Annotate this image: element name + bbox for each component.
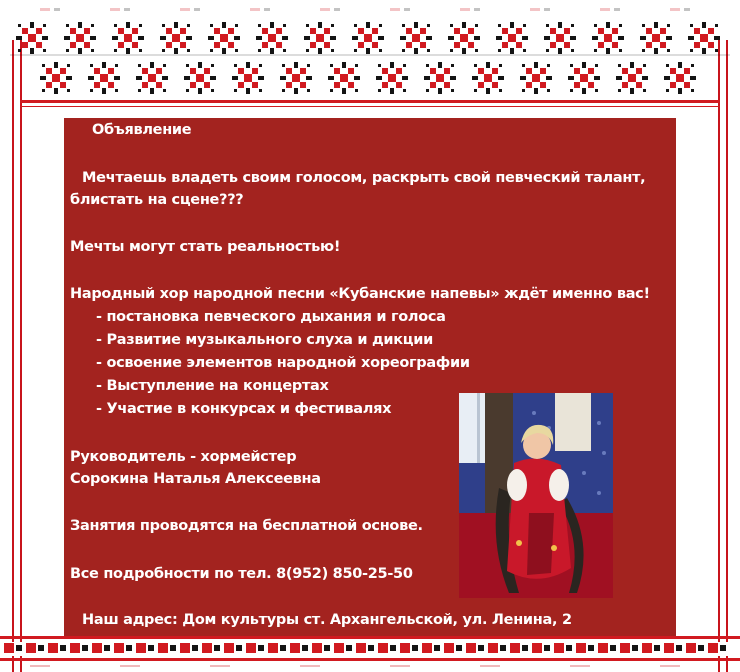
frame-line-left-outer [12, 40, 14, 672]
leader-role: Руководитель - хормейстер [70, 449, 297, 465]
bullet-item: - освоение элементов народной хореографии [96, 355, 470, 371]
dreams-line: Мечты могут стать реальностью! [70, 239, 341, 255]
bullet-item: - Участие в конкурсах и фестивалях [96, 401, 392, 417]
bullet-item: - постановка певческого дыхания и голоса [96, 309, 446, 325]
embroidery-ornament-bottom [0, 634, 740, 672]
bullet-item: - Развитие музыкального слуха и дикции [96, 332, 433, 348]
embroidery-ornament-top [0, 0, 740, 118]
intro-line-2: блистать на сцене??? [70, 192, 244, 208]
frame-line-right-outer [726, 40, 728, 672]
intro-line-1: Мечтаешь владеть своим голосом, раскрыть свой певческий талант, [82, 170, 646, 186]
phone-line: Все подробности по тел. 8(952) 850-25-50 [70, 566, 413, 582]
frame-line-right-inner [718, 40, 720, 672]
singer-photo [459, 393, 613, 598]
leader-name: Сорокина Наталья Алексеевна [70, 471, 321, 487]
announcement-title: Объявление [92, 122, 192, 138]
address-line: Наш адрес: Дом культуры ст. Архангельской, ул. Ленина, 2 [82, 612, 572, 628]
free-classes-line: Занятия проводятся на бесплатной основе. [70, 518, 423, 534]
bullet-item: - Выступление на концертах [96, 378, 329, 394]
choir-line: Народный хор народной песни «Кубанские напевы» ждёт именно вас! [70, 286, 650, 302]
frame-line-left-inner [20, 40, 22, 672]
